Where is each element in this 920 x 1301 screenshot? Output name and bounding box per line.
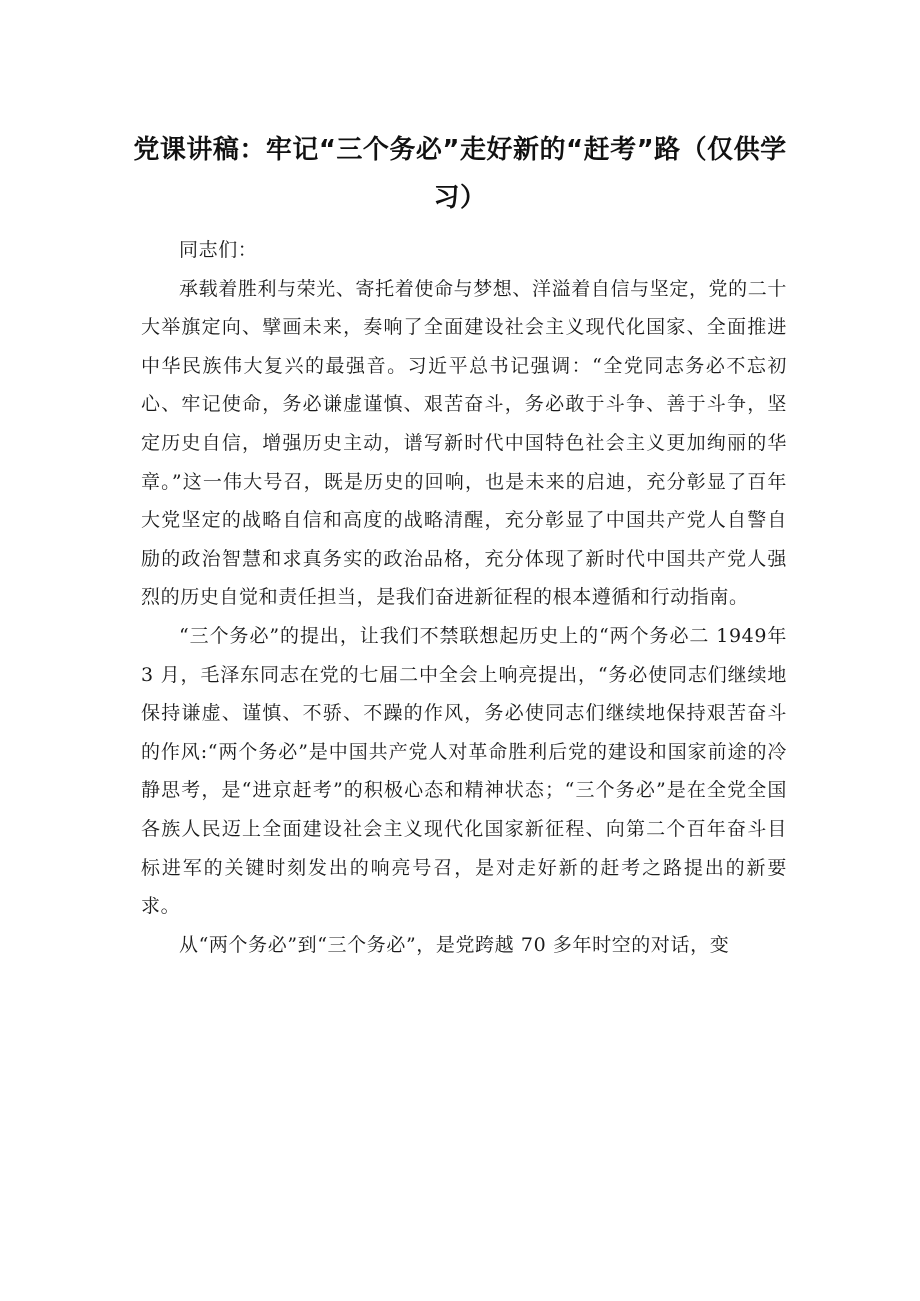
greeting-paragraph: 同志们： xyxy=(179,239,258,261)
document-title: 党课讲稿：牢记“三个务必”走好新的“赶考”路（仅供学习） xyxy=(133,135,787,213)
body-paragraph: 承载着胜利与荣光、寄托着使命与梦想、洋溢着自信与坚定，党的二十大举旗定向、擘画未来，奏响了全面建设社会主义现代化国家、全面推进中华民族伟大复兴的最强音。习近平总书记强调：“全党同志务必不忘初心、牢记使命，务必谦虚谨慎、艰苦奋斗，务必敢于斗争、善于斗争，坚定历史自信，增强历史主动，谱写新时代中国特色社会主义更加绚丽的华章。”这一伟大号召，既是历史的回响，也是未来的启迪，充分彰显了百年大党坚定的战略自信和高度的战略清醒，充分彰显了中国共产党人自警自励的政治智慧和求真务实的政治品格，充分体现了新时代中国共产党人强烈的历史自觉和责任担当，是我们奋进新征程的根本遵循和行动指南。 xyxy=(141,277,787,609)
body-paragraph: “三个务必”的提出，让我们不禁联想起历史上的“两个务必二 1949年 3 月，毛泽东同志在党的七届二中全会上响亮提出，“务必使同志们继续地保持谦虚、谨慎、不骄、不躁的作风，务必使同志们继续地保持艰苦奋斗的作风:“两个务必”是中国共产党人对革命胜利后党的建设和国家前途的冷静思考，是“进京赶考”的积极心态和精神状态；“三个务必”是在全党全国各族人民迈上全面建设社会主义现代化国家新征程、向第二个百年奋斗目标进军的关键时刻发出的响亮号召，是对走好新的赶考之路提出的新要求。 xyxy=(141,624,787,918)
document-body xyxy=(141,231,787,964)
body-paragraph: 从“两个务必”到“三个务必”，是党跨越 70 多年时空的对话，变 xyxy=(179,933,730,956)
